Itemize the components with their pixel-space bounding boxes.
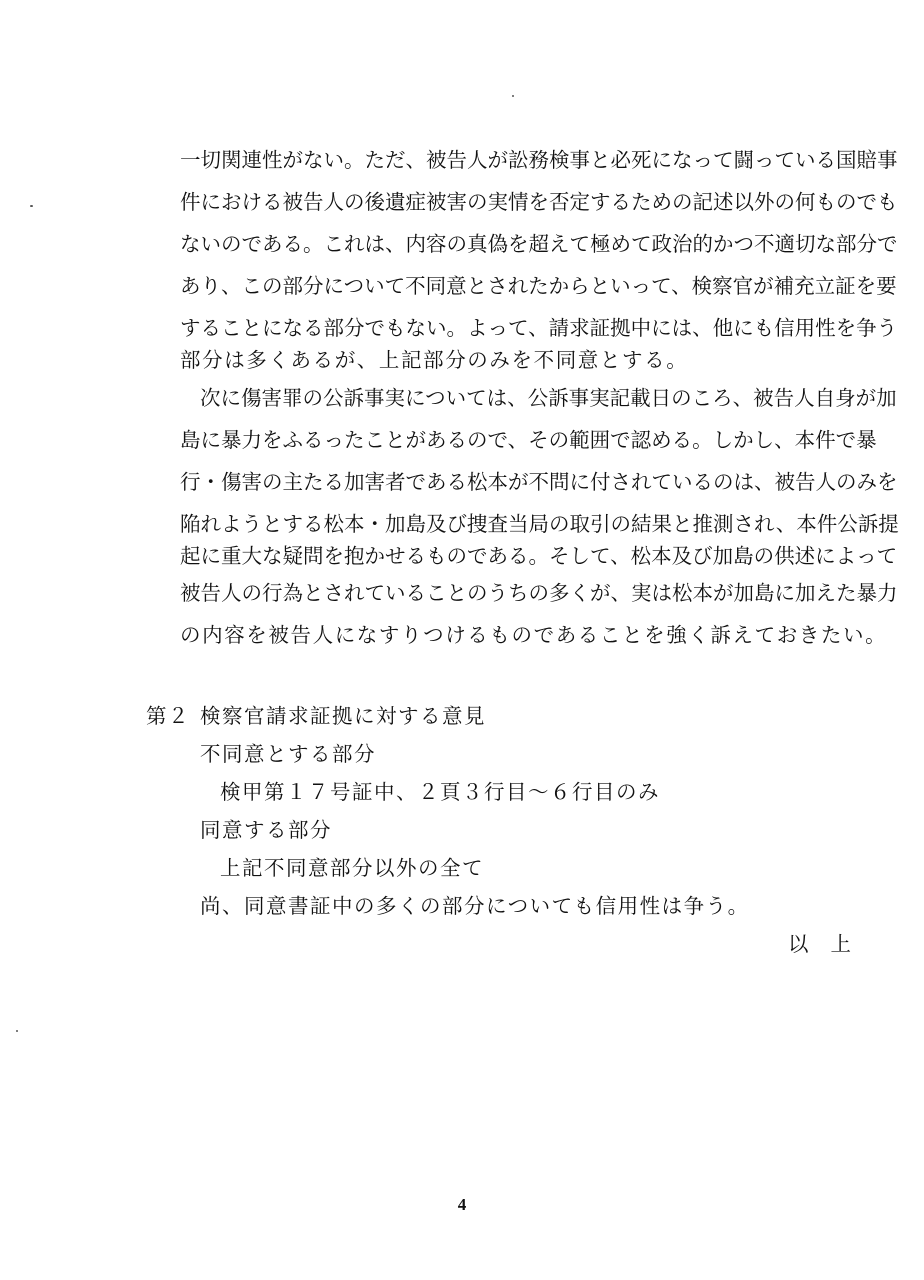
closing-second: 上 xyxy=(830,932,851,956)
paragraph-line: の内容を被告人になすりつけるものであることを強く訴えておきたい。 xyxy=(180,623,888,647)
scan-speck xyxy=(30,205,33,207)
paragraph-line: 起に重大な疑問を抱かせるものである。そして、松本及び加島の供述によって xyxy=(180,544,898,568)
paragraph-line: 島に暴力をふるったことがあるので、その範囲で認める。しかし、本件で暴 xyxy=(180,428,877,452)
paragraph-line: 部分は多くあるが、上記部分のみを不同意とする。 xyxy=(180,348,689,372)
paragraph-line: ないのである。これは、内容の真偽を超えて極めて政治的かつ不適切な部分で xyxy=(180,232,898,256)
paragraph-line: あり、この部分について不同意とされたからといって、検察官が補充立証を要 xyxy=(180,274,897,298)
agree-item: 上記不同意部分以外の全て xyxy=(220,856,484,880)
section-title: 検察官請求証拠に対する意見 xyxy=(200,704,486,728)
scan-speck xyxy=(16,1030,18,1032)
scan-speck xyxy=(512,95,514,97)
paragraph-line: 件における被告人の後遺症被害の実情を否定するための記述以外の何ものでも xyxy=(180,190,898,214)
paragraph-line: することになる部分でもない。よって、請求証拠中には、他にも信用性を争う xyxy=(180,316,898,340)
section-label: 第２ xyxy=(146,704,190,728)
paragraph-line: 被告人の行為とされていることのうちの多くが、実は松本が加島に加えた暴力 xyxy=(180,581,898,605)
paragraph-line: 一切関連性がない。ただ、被告人が訟務検事と必死になって闘っている国賠事 xyxy=(180,148,898,172)
page-number: 4 xyxy=(457,1195,467,1214)
paragraph-line: 行・傷害の主たる加害者である松本が不問に付されているのは、被告人のみを xyxy=(180,470,898,494)
closing-mark xyxy=(788,930,851,958)
disagree-heading: 不同意とする部分 xyxy=(200,742,376,766)
credibility-note: 尚、同意書証中の多くの部分についても信用性は争う。 xyxy=(200,894,750,918)
agree-heading: 同意する部分 xyxy=(200,818,332,842)
paragraph-line: 陥れようとする松本・加島及び捜査当局の取引の結果と推測され、本件公訴提 xyxy=(180,512,899,536)
disagree-item: 検甲第１７号証中、２頁３行目～６行目のみ xyxy=(220,780,660,804)
paragraph-line: 次に傷害罪の公訴事実については、公訴事実記載日のころ、被告人自身が加 xyxy=(200,386,897,410)
closing-first: 以 xyxy=(788,932,809,956)
